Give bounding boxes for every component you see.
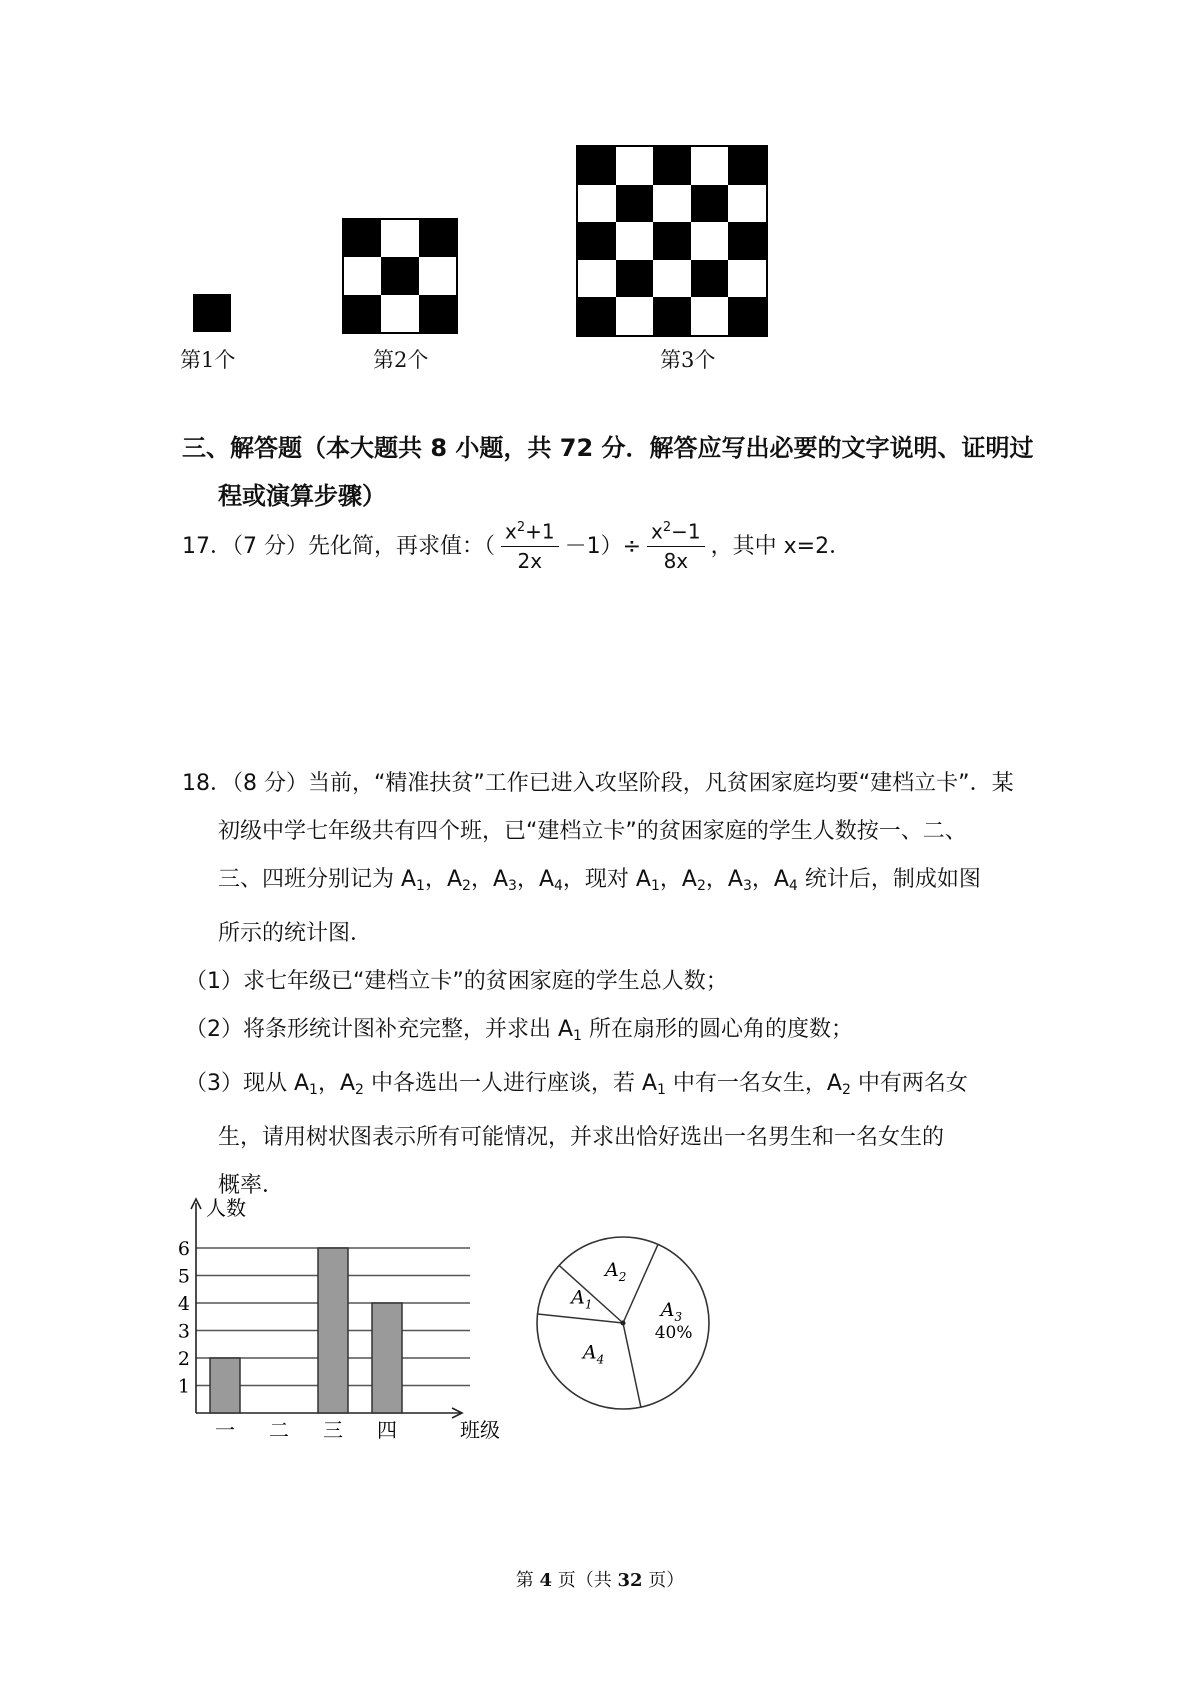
board-cell: [691, 185, 729, 223]
slice-label: $A_2$: [605, 1259, 627, 1285]
q17-middle: －1）÷: [564, 533, 642, 559]
q18-part-2: （2）将条形统计图补充完整，并求出 $A_1$ 所在扇形的圆心角的度数；: [185, 1017, 853, 1044]
board-cell: [578, 185, 616, 223]
board-cell: [344, 295, 381, 332]
question-18: [182, 760, 1042, 1210]
bar-chart: [170, 1195, 550, 1445]
board-cell: [691, 260, 729, 298]
pie-center: [621, 1321, 626, 1326]
q17-fraction-1-denominator: 2x: [517, 548, 543, 573]
board-cell: [616, 185, 654, 223]
y-axis-label: 人数: [206, 1196, 246, 1220]
q17-fraction-2-numerator: $x^2-1$: [647, 516, 705, 547]
q17-prefix: 17．（7 分）先化简，再求值：（: [182, 533, 495, 559]
figure-3-board: [576, 145, 768, 337]
board-cell: [653, 260, 691, 298]
board-cell: [691, 297, 729, 335]
y-tick-label: 1: [177, 1375, 190, 1398]
x-axis-label: 班级: [460, 1418, 500, 1442]
board-cell: [578, 222, 616, 260]
q18-line-3: 三、四班分别记为 $A_1$，$A_2$，$A_3$，$A_4$，现对 $A_1$，$A_2$，$A_3$，$A_4$ 统计后，制成如图: [218, 867, 981, 894]
board-cell: [653, 222, 691, 260]
y-tick-label: 2: [177, 1348, 190, 1370]
section-heading: [182, 424, 1042, 520]
y-tick-label: 4: [177, 1293, 190, 1315]
q17-fraction-2-denominator: 8x: [663, 548, 689, 573]
y-tick-label: 5: [177, 1265, 190, 1288]
board-cell: [381, 295, 418, 332]
bar: [372, 1303, 402, 1413]
x-tick-label: 二: [269, 1418, 289, 1442]
board-cell: [578, 147, 616, 185]
slice-label: $A_4$: [582, 1341, 605, 1367]
q18-part-3-line-2: 生，请用树状图表示所有可能情况，并求出恰好选出一名男生和一名女生的: [218, 1125, 945, 1150]
section-heading-line-1: 三、解答题（本大题共 8 小题，共 72 分．解答应写出必要的文字说明、证明过: [182, 434, 1034, 462]
x-tick-label: 四: [377, 1418, 397, 1442]
q18-line-4: 所示的统计图．: [218, 921, 373, 946]
board-cell: [728, 222, 766, 260]
pie-chart: [530, 1230, 720, 1420]
board-cell: [691, 147, 729, 185]
slice-label: $A_1$: [571, 1286, 593, 1312]
board-cell: [728, 297, 766, 335]
question-17: [182, 516, 851, 573]
figure-1-caption: 第1个: [180, 348, 236, 372]
slice-label: $A_3$: [660, 1298, 683, 1324]
board-cell: [344, 220, 381, 257]
board-cell: [419, 220, 456, 257]
board-cell: [616, 260, 654, 298]
board-cell: [728, 260, 766, 298]
board-cell: [653, 297, 691, 335]
page-number: 4: [539, 1570, 552, 1591]
board-cell: [195, 296, 229, 330]
q17-fraction-1-numerator: $x^2+1$: [501, 516, 559, 547]
y-tick-label: 3: [177, 1320, 190, 1343]
figure-2-caption: 第2个: [373, 348, 429, 372]
board-cell: [578, 260, 616, 298]
board-cell: [578, 297, 616, 335]
figure-1-board: [193, 294, 231, 332]
q18-line-2: 初级中学七年级共有四个班，已“建档立卡”的贫困家庭的学生人数按一、二、: [218, 819, 967, 844]
q18-part-1: （1）求七年级已“建档立卡”的贫困家庭的学生总人数；: [185, 969, 728, 994]
figure-2-board: [342, 218, 458, 334]
figure-3-caption: 第3个: [660, 348, 716, 372]
board-cell: [616, 222, 654, 260]
bar: [318, 1248, 348, 1413]
board-cell: [653, 147, 691, 185]
bar: [210, 1358, 240, 1413]
page-footer: 第 4 页（共 32 页）: [515, 1570, 685, 1591]
board-cell: [616, 297, 654, 335]
board-cell: [728, 185, 766, 223]
board-cell: [691, 222, 729, 260]
board-cell: [381, 220, 418, 257]
q17-fraction-1: [501, 516, 559, 573]
section-heading-line-2: 程或演算步骤）: [218, 482, 386, 510]
x-tick-label: 三: [323, 1418, 343, 1442]
board-cell: [616, 147, 654, 185]
board-cell: [419, 295, 456, 332]
board-cell: [653, 185, 691, 223]
q17-fraction-2: [647, 516, 705, 573]
board-cell: [344, 257, 381, 294]
x-tick-label: 一: [215, 1418, 235, 1442]
board-cell: [728, 147, 766, 185]
board-cell: [419, 257, 456, 294]
q17-suffix: ，其中 x=2．: [710, 533, 852, 559]
board-cell: [381, 257, 418, 294]
q18-part-3-line-3: 概率．: [218, 1173, 285, 1198]
slice-percent-label: 40%: [654, 1322, 693, 1343]
q18-part-3: （3）现从 $A_1$，$A_2$ 中各选出一人进行座谈，若 $A_1$ 中有一名女生，$A_2$ 中有两名女: [185, 1071, 968, 1098]
page-total: 32: [617, 1570, 643, 1591]
q18-line-1: 18．（8 分）当前，“精准扶贫”工作已进入攻坚阶段，凡贫困家庭均要“建档立卡”．某: [182, 771, 1014, 796]
y-tick-label: 6: [177, 1238, 190, 1260]
